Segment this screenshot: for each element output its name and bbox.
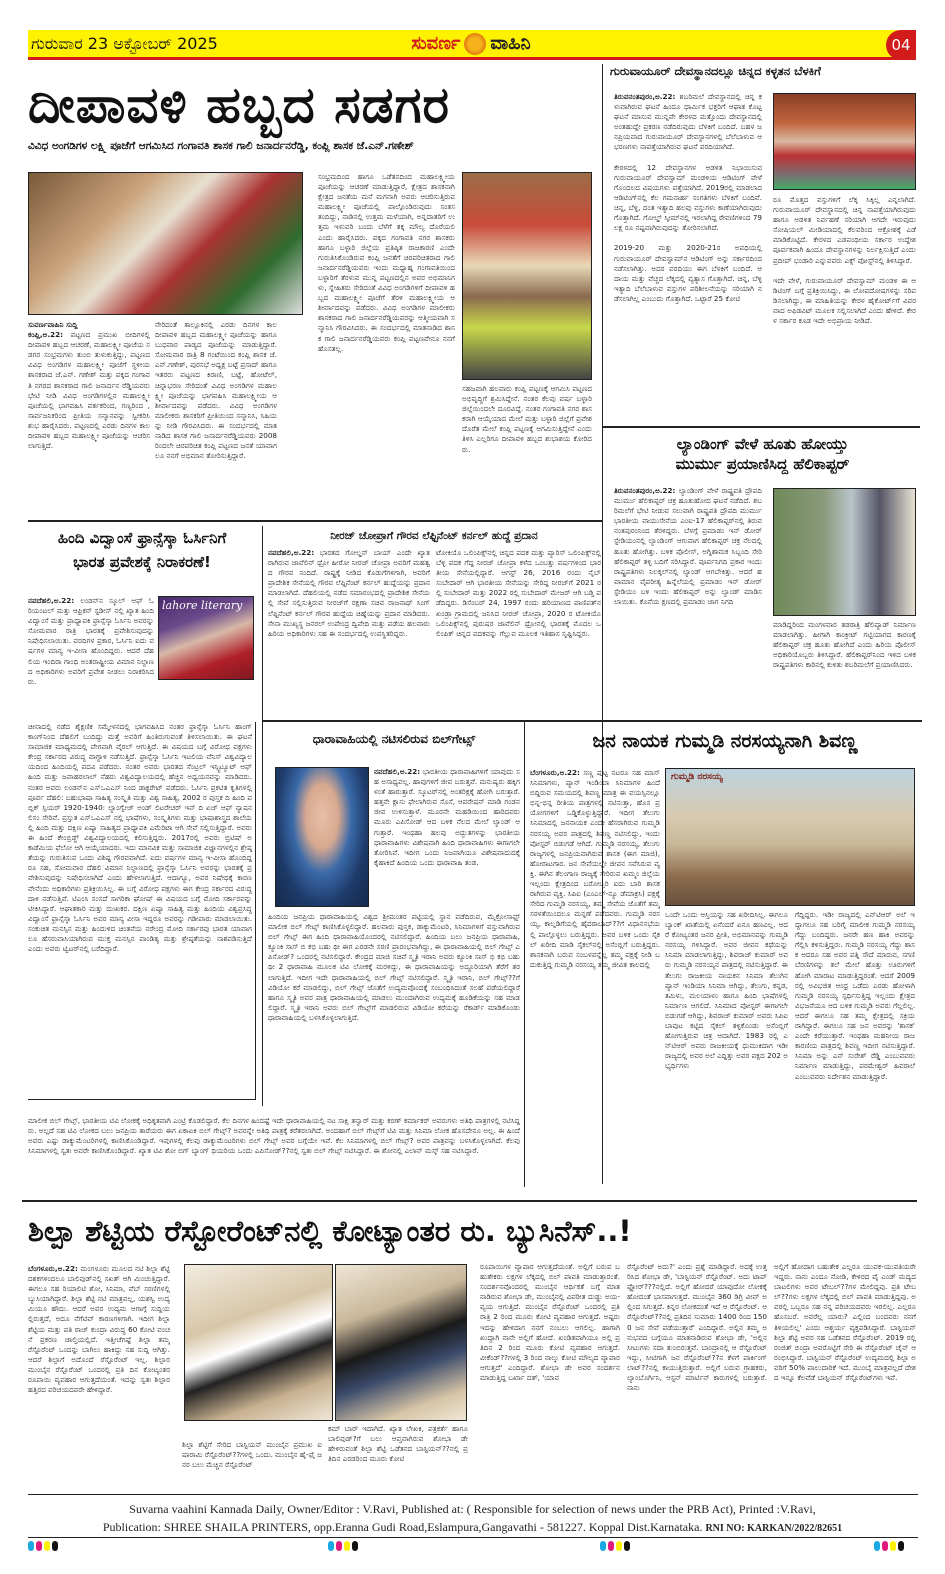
footer-bottom-rule (28, 1537, 918, 1538)
guruvayur-col1: ತಿರುವನಂತಪುರಂ,ಅ.22: ಶಬರಿಮಲೆ ದೇವಸ್ಥಾನದಲ್ಲಿ ಚಿನ್ನ ಕಳುವಾಗಿರುವ ಘಟನೆ ಹಿಂದೂ ಧಾರ್ಮಿಕ ಭಕ್ತರಿಗೆ ಆಘಾತ ಕೊಟ್ಟ ಘಟನೆ ಮಾಸುವ ಮುನ್ನವೇ ಕೇರಳದ ಮತ್ತೊಂದು ದೇವಸ್ಥಾನದಲ್ಲಿ ಅಂತಹುದ್ದೇ ಪ್ರಕರಣ ನಡೆದಿರುವುದು ಬೆಳಕಿಗೆ ಬಂದಿದೆ. ಬಹಳ ಜನಪ್ರಿಯವಾದ ಗುರುವಾಯೂರ್ ದೇವಸ್ಥಾನಗಳಲ್ಲಿ ಬೆಲೆಬಾಳುವ ಆಭರಣಗಳು ನಾಪತ್ತೆಯಾಗಿರುವ ಘಟನೆ ವರದಿಯಾಗಿದೆ. ಕೇರಳದಲ್ಲಿ 12 ದೇವಸ್ಥಾನಗಳ ಆಡಳಿತ ನಿಭಾಯಿಸುವ ಗುರುವಾಯೂರ್ ದೇವಸ್ವಾಮ್ ಮಂಡಳಿಯ ಆಡಿಟಿಂಗ್ ವೇಳೆ ಗೊಂದಲದ ವಿಷಯಗಳು ಪತ್ತೆಯಾಗಿದೆ. 2019ರಲ್ಲಿ ಮಾಡಲಾದ ಆಡಿಟಿಂಗ್‌ನಲ್ಲಿ ಕೆಲ ಗಮನಾರ್ಹ ಸಂಗತಿಗಳು ಬೆಳಕಿಗೆ ಬಂದಿವೆ. ಚಿನ್ನ, ಬೆಳ್ಳಿ, ದಂತ ಇತ್ಯಾದಿ ಹಲವು ವಸ್ತುಗಳು ಕಾಣೆಯಾಗಿರುವುದು ಗೊತ್ತಾಗಿದೆ. ಗೋಲ್ಡ್ ಸ್ಕೀಮ್‌ನಲ್ಲಿ ಇರಲಾಗಿದ್ದ ಠೇವಣಿಗಳಿಂದ 79 ಲಕ್ಷ ರೂ ನಷ್ಟವಾಗಿರುವುದನ್ನು ತೋರಿಸಲಾಗಿದೆ. 2019-20 ಮತ್ತು 2020-21ರ ಅವಧಿಯಲ್ಲಿ ಗುರುವಾಯೂರ್ ದೇವಸ್ವಾಮ್‌ನ ಆಡಿಟಿಂಗ್ ಅನ್ನು ಸರ್ಕಾರದಿಂದ ನಡೆಸಲಾಗಿತ್ತು. ಅದರ ವರದಿಯು ಈಗ ಬೆಳಕಿಗೆ ಬಂದಿದೆ. ಆದಾಯ ಮತ್ತು ವೆಚ್ಚದ ಲೆಕ್ಕದಲ್ಲಿ ವ್ಯತ್ಯಾಸ ಗೊತ್ತಾಗಿದೆ. ಚಿನ್ನ, ಬೆಳ್ಳಿ ಇತ್ಯಾದಿ ಬೆಲೆಬಾಳುವ ವಸ್ತುಗಳ ಪರಿಶೀಲನೆಯನ್ನು ಸರಿಯಾಗಿ ನಡೆಸಲಾಗಿಲ್ಲ ಎಂಬುದು ಗೊತ್ತಾಗಿದೆ. ಒಟ್ಟಾರೆ 25 ಕೋಟಿ (614, 92, 762, 303)
shilpa-dateline: ಬೆಂಗಳೂರು,ಅ.22: (28, 1264, 78, 1273)
lead-dateline: ಕಂಪ್ಲಿ,ಅ.22: (28, 330, 63, 340)
billgates-body: ಹಿಂದಿಯ ಜನಪ್ರಿಯ ಧಾರಾವಾಹಿಯಲ್ಲಿ ವಿಶ್ವದ ಶ್ರೀಮಂತರ ಪಟ್ಟಿಯಲ್ಲಿ ಸ್ಥಾನ ಪಡೆದಿರುವ, ಮೈಕ್ರೋಸಾಫ್ಟ್ ಮಾಲೀಕ ಬಿಲ್ ಗೇಟ್ಸ್ ಕಾಣಿಸಿಕೊಳ್ಳಲಿದ್ದಾರೆ. ಹಲವಾರು ಪುಸ್ತಕ, ಡಾಕ್ಯುಮೆಂಟರಿ, ಸಿನಿಮಾಗಳಿಗೆ ವಸ್ತುವಾಗಿರುವ ಬಿಲ್ ಗೇಟ್ಸ್ ಈಗ ಹಿಂದಿ ಧಾರಾವಾಹಿಯೊಂದರಲ್ಲಿ ನಟಿಸಲಿದ್ದಾರೆ. ಹಿಂದಿಯ ಬಲು ಜನಪ್ರಿಯ ಧಾರಾವಾಹಿ, ಕ್ಯೂಂಕಿ ಸಾಸ್ ಬಿ ಕಭಿ ಬಹು ಥೀ ಈಗ ಎರಡನೇ ಸರಣಿ ಪ್ರಾರಂಭವಾಗಿದ್ದು, ಈ ಧಾರಾವಾಹಿಯಲ್ಲಿ ಬಿಲ್ ಗೇಟ್ಸ್ ಎಪಿಸೋಡ್? ಒಂದರಲ್ಲಿ ನಟಿಸಲಿದ್ದಾರೆ. ಕೇಂದ್ರದ ಮಾಜಿ ಸಚಿವೆ ಸ್ಮೃತಿ ಇರಾನಿ ಅವರು ಕ್ಯೂಂಕಿ ಸಾಸ್ ಭಿ ಕಭಿ ಬಹು ಥೀ 2 ಧಾರಾವಾಹಿ ಮೂಲಕ ಟಿವಿ ಲೋಕಕ್ಕೆ ಮರಳಿದ್ದು, ಈ ಧಾರಾವಾಹಿಯನ್ನು ಅದ್ಧೂರಿಯಾಗಿ ತೆರೆಗೆ ತರಲಾಗುತ್ತಿದೆ. ಇದೀಗ ಇದೇ ಧಾರಾವಾಹಿಯಲ್ಲಿ ಬಿಲ್ ಗೇಟ್ಸ್ ನಟಿಸಲಿದ್ದಾರೆ. ಸ್ಮೃತಿ ಇರಾನಿ, ಬಿಲ್ ಗೇಟ್ಸ್??ಗೆ ವಿಡಿಯೋ ಕರೆ ಮಾಡಲಿದ್ದು, ಬಿಲ್ ಗೇಟ್ಸ್ ಜೊತೆಗೆ ಉದ್ಯಮವೊಂದಕ್ಕೆ ಸಂಬಂಧಿಸಿದಂತೆ ಸಲಹೆ ಪಡೆಯಲಿದ್ದಾರೆ ಹಾಗೂ ಸ್ಮೃತಿ ಅವರ ಪಾತ್ರ ಧಾರಾವಾಹಿಯಲ್ಲಿ ಮಾಡಲು ಮುಂದಾಗಿರುವ ಉದ್ಯಮಕ್ಕೆ ಹೂಡಿಕೆಯನ್ನು ಸಹ ಮಾಡಲಿದ್ದಾರೆ. ಸ್ಮೃತಿ ಇರಾನಿ ಅವರು ಬಿಲ್ ಗೇಟ್ಸ್‌ಗೆ ಮಾಡಲಿರುವ ವಿಡಿಯೋ ಕರೆಯನ್ನು ರೆಕಾರ್ಡ್ ಮಾಡಿಕೊಂಡು ಧಾರಾವಾಹಿಯಲ್ಲಿ ಬಳಸಿಕೊಳ್ಳಲಾಗುತ್ತಿದೆ. (268, 912, 520, 1022)
brand-name-part1: ಸುವರ್ಣ (411, 33, 461, 54)
helicopter-dateline: ತಿರುವನಂತಪುರಂ,ಅ.22: (614, 486, 676, 495)
lead-col1: ಸುವರ್ಣವಾಹಿನಿ ಸುದ್ದಿ ಕಂಪ್ಲಿ,ಅ.22: ಪಟ್ಟಣದ ಪ್ರಮುಖ ಬೀದಿಗಳಲ್ಲಿ ದೀಪಾವಳಿ ಹಬ್ಬದ ಆಚರಣೆ, ಮಹಾಲಕ್ಷ್ಮೀ ಪೂಜೆಯ ಸಡಗರ ಸಂಭ್ರಮಗಳು ತುಂಬಿ ತುಳುಕುತ್ತಿದ್ದು, ಪಟ್ಟಣದ ವಿವಿಧ ಅಂಗಡಿಗಳ ಮಹಾಲಕ್ಷ್ಮೀ ಪೂಜೆಗೆ ಸ್ಥಳೀಯ ಶಾಸಕರಾದ ಜೆ.ಎನ್. ಗಣೇಶ್ ಮತ್ತು ಪಕ್ಕದ ಗಂಗಾವತಿ ನಗರದ ಶಾಸಕರಾದ ಗಾಲಿ ಜನಾರ್ದನ ರೆಡ್ಡಿಯವರು ಭೇಟಿ ನೀಡಿ ವಿವಿಧ ಅಂಗಡಿಗಳಲ್ಲಿನ ಮಹಾಲಕ್ಷ್ಮೀ ಪೂಜೆಯಲ್ಲಿ ಭಾಗವಹಿಸಿ ವರ್ತಕರಿಂದ, ಗಣ್ಯರಿಂದ ,ಸಾರ್ವಜನಿಕರಿಂದ ಪ್ರೀತಿಯ ಸನ್ಮಾನವನ್ನು ಸ್ವೀಕರಿಸಿ ಶುಭ ಹಾರೈಸಿದರು. ಪಟ್ಟಣದಲ್ಲಿ ಎರಡು ದಿನಗಳ ಕಾಲ ದೀಪಾವಳಿ ಹಬ್ಬದ ಮಹಾಲಕ್ಷ್ಮೀ ಪೂಜೆಯನ್ನು ಆಚರಿಸಲಾಗುತ್ತಿದೆ. (28, 320, 150, 451)
neeraj-col2: ಟೋಕಿಯೊ ಒಲಿಂಪಿಕ್ಸ್‌ನಲ್ಲಿ ಚಿನ್ನದ ಪದಕ ಮತ್ತು ಪ್ಯಾರಿಸ್ ಒಲಿಂಪಿಕ್ಸ್‌ನಲ್ಲಿ ಬೆಳ್ಳಿ ಪದಕ ಗೆದ್ದ ನೀರಜ್ ಚೋಪ್ರಾ ಕಳೆದ ಒಂಬತ್ತು ವರ್ಷಗಳಿಂದ ಭಾರತೀಯ ಸೇನೆಯಲ್ಲಿದ್ದಾರೆ. ಆಗಸ್ಟ್ 26, 2016 ರಂದು ನೈಬ್ ಸುಬೇದಾರ್ ಆಗಿ ಭಾರತೀಯ ಸೇನೆಯನ್ನು ಸೇರಿದ್ದ ನೀರಜ್‌ಗೆ 2021 ರಲ್ಲಿ ಸುಬೇದಾರ್ ಮತ್ತು 2022 ರಲ್ಲಿ ಸುಬೇದಾರ್ ಮೇಜರ್ ಆಗಿ ಬಡ್ತಿ ಪಡೆದಿದ್ದರು. ಡಿಸೆಂಬರ್ 24, 1997 ರಂದು ಹರಿಯಾಣದ ಪಾಣಿಪತ್‌ನ ಖಂಡ್ರಾ ಗ್ರಾಮದಲ್ಲಿ ಜನಿಸಿದ ನೀರಜ್ ಚೋಪ್ರಾ, 2020 ರ ಟೋಕಿಯೊ ಒಲಿಂಪಿಕ್ಸ್‌ನಲ್ಲಿ ಪುರುಷರ ಜಾವೆಲಿನ್ ಥ್ರೋನಲ್ಲಿ ಭಾರತಕ್ಕೆ ಮೊದಲ ಒಲಿಂಪಿಕ್ ಚಿನ್ನದ ಪದಕವನ್ನು ಗೆಲ್ಲುವ ಮೂಲಕ ಇತಿಹಾಸ ಸೃಷ್ಟಿಸಿದ್ದರು. (436, 548, 601, 638)
imprint-line-1: Suvarna vaahini Kannada Daily, Owner/Editor : V.Ravi, Published at: ( Responsible for selection of news under the PRB Act), Printed :V.Ravi, (129, 1502, 816, 1516)
shilpa-col4: ರೆಸ್ಟೊರೆಂಟ್ ಅದು?' ಎಂದು ಪ್ರಶ್ನೆ ಮಾಡಿದ್ದಾರೆ. ಅದಕ್ಕೆ ಉತ್ತರಿಸಿದ ಶೋಭಾ ಡೇ, 'ಬಾಸ್ಟಿಯನ್ ರೆಸ್ಟೊರೆಂಟ್. ಅದು ಟಾಪ್ ಫ್ಲೋರ್???ನಲ್ಲಿದೆ. ಅಲ್ಲಿಗೆ ಹೋದರೆ ಯಾವುದೋ ಲೋಕಕ್ಕೆ ಹೋದಂತೆ ಭಾಸವಾಗುತ್ತದೆ. ಮುಂಬೈನ 360 ಡಿಗ್ರಿ ವೀವ್ ಅಲ್ಲಿಂದ ಸಿಗುತ್ತದೆ. ಕಿನ್ನರ ಲೋಕದಂತೆ ಇದೆ ಆ ರೆಸ್ಟೊರೆಂಟ್. ಆ ರೆಸ್ಟೊರೆಂಟ್??ನಲ್ಲಿ ಪ್ರತಿದಿನ ಸುಮಾರು 1400 ರಿಂದ 1500 ಜನ ಸೇವೆ ಪಡೆಯುತ್ತಾರೆ' ಎಂದಿದ್ದಾರೆ. ಅಲ್ಲಿನ ತಮ್ಮ ಅನುಭವದ ಬಗ್ಗೆಯೂ ಮಾತನಾಡಿರುವ ಶೋಭಾ ಡೇ, 'ಅಲ್ಲಿನ ಸೀಟುಗಳು ಸದಾ ತುಂಬಿರುತ್ತವೆ. ಬಾಂದ್ರಾನಲ್ಲಿ ಆ ರೆಸ್ಟೊರೆಂಟ್ ಇದ್ದು, ಸೀಟಿಗಾಗಿ ಜನ ರೆಸ್ಟೊರೆಂಟ್??ನ ಕೆಳಗೆ ಪಾರ್ಕಿಂಗ್ ಲಾಟ್??ನಲ್ಲಿ ಕಾಯುತ್ತಿರುತ್ತಾರೆ. ಅಲ್ಲಿಗೆ ಬರುವ ಗ್ರಾಹಕರು, ಲ್ಯಾಂಬೊರ್ಗಿನಿ, ಆಸ್ಟನ್ ಮಾರ್ಟಿನ್ ಕಾರುಗಳಲ್ಲಿ ಬರುತ್ತಾರೆ. ನಾನು (627, 1262, 767, 1393)
section-divider (262, 720, 922, 722)
billgates-photo (275, 767, 369, 907)
billgates-dateline: ನವದೆಹಲಿ,ಅ.22: (374, 767, 421, 776)
shilpa-restaurant-photo-1 (184, 1264, 333, 1421)
section-divider (602, 426, 920, 428)
billgates-lead: ನವದೆಹಲಿ,ಅ.22: ಭಾರತೀಯ ಧಾರಾವಾಹಿಗಳಿಗೆ ಯಾವುದು ಸಹ ಅಸಾಧ್ಯವಲ್ಲ. ಹಾವುಗಳಿಗೆ ಜೀವ ಬರುತ್ತವೆ. ಮನುಷ್ಯರು ಹಕ್ಕಿಗಳಂತೆ ಹಾರುತ್ತಾರೆ. ಸ್ಕೂಟರ್‌ನಲ್ಲಿ ಅಂತರಿಕ್ಷಕ್ಕೆ ಹೋಗಿ ಬರುತ್ತಾರೆ. ಹತ್ತನೇ ಕ್ಲಾಸು ಫೇಲಾಗಿರುವ ಸೊಸೆ, ಆಪರೇಷನ್ ಮಾಡಿ ಗಂಡನ ಜೀವ ಉಳಿಸುತ್ತಾಳೆ. ಮೂರನೇ ಮಹಡಿಯಿಂದ ಹಾರಿದವರು ಮೂರು ಎಪಿಸೋಡ್ ಆದ ಬಳಿಕ ನೆಲದ ಮೇಲೆ ಲ್ಯಾಂಡ್ ಆಗುತ್ತಾರೆ. ಇಂಥಹಾ ಹಲವು ಅದ್ಭುತಗಳನ್ನು ಭಾರತೀಯ ಧಾರಾವಾಹಿಗಳು ವಿಶೇಷವಾಗಿ ಹಿಂದಿ ಧಾರಾವಾಹಿಗಳು ಈಗಾಗಲೇ ತೋರಿಸಿವೆ. ಇದೀಗ ಒಂದು ನಿಜವಾಗಿಯೂ ವಿಶೇಷವಾದುದಕ್ಕೆ ಕೈಹಾಕಿದೆ ಹಿಂದಿಯ ಒಂದು ಧಾರಾವಾಹಿ ತಂಡ. (374, 767, 520, 867)
column-divider (524, 722, 525, 1187)
section-divider (22, 1200, 917, 1202)
lead-photo-shop (462, 172, 592, 380)
shivanna-headline: ಜನ ನಾಯಕ ಗುಮ್ಮಡಿ ನರಸಯ್ಯನಾಗಿ ಶಿವಣ್ಣ (592, 730, 858, 752)
lead-byline: ಸುವರ್ಣವಾಹಿನಿ ಸುದ್ದಿ (28, 320, 78, 329)
helicopter-headline: ಲ್ಯಾಂಡಿಂಗ್ ವೇಳೆ ಹೂತು ಹೋಯ್ತು ಮುರ್ಮು ಪ್ರಯಾಣಿಸಿದ್ದ ಹೆಲಿಕಾಪ್ಟರ್ (675, 435, 850, 473)
poster-title: ಗುಮ್ಮಡಿ ನರಸಯ್ಯ (671, 772, 723, 782)
orsini-body: ಚೀನಾದಲ್ಲಿ ನಡೆದ ಶೈಕ್ಷಣಿಕ ಸಮ್ಮೇಳನದಲ್ಲಿ ಭಾಗವಹಿಸಿದ ನಂತರ ಫ್ರಾನ್ಸೆಸ್ಕಾ ಓರ್ಸಿನಿ ಹಾಂಗ್ ಕಾಂಗ್‌ನಿಂದ ದೆಹಲಿಗೆ ಬಂದಿದ್ದು ಮತ್ತೆ ಅವರಿಗೆ ಹಿಂತಿರುಗುವಂತೆ ತಿಳಿಸಲಾಯಿತು. ಈ ಘಟನೆ ಸಾಮಾಜಿಕ ಮಾಧ್ಯಮದಲ್ಲಿ ವೇಗವಾಗಿ ವೈರಲ್ ಆಗುತ್ತಿದೆ. ಈ ವಿಷಯದ ಬಗ್ಗೆ ವಿರೋಧ ಪಕ್ಷಗಳು ಕೇಂದ್ರ ಸರ್ಕಾರದ ವಿರುದ್ಧ ವಾಗ್ದಾಳಿ ನಡೆಸುತ್ತಿದೆ. ಫ್ರಾನ್ಸೆಸ್ಕಾ ಓರ್ಸಿನಿ ಇಟಲಿಯ ವೆನಿಸ್ ವಿಶ್ವವಿದ್ಯಾಲಯದಿಂದ ಹಿಂದಿಯಲ್ಲಿ ಪದವಿ ಪಡೆದರು. ನಂತರ ಅವರು ಭಾರತದ ಸೆಂಟ್ರಲ್ ಇನ್ಸ್ಟಿಟ್ಯೂಟ್ ಆಫ್ ಹಿಂದಿ ಮತ್ತು ಜವಾಹರಲಾಲ್ ನೆಹರು ವಿಶ್ವವಿದ್ಯಾಲಯದಲ್ಲಿ ಹೆಚ್ಚಿನ ಅಧ್ಯಯನವನ್ನು ಮಾಡಿದರು. ನಂತರ ಅವರು ಲಂಡನ್‌ನ ಎಸ್‌ಒಎಎಸ್ ನಿಂದ ಡಾಕ್ಟರೇಟ್ ಪಡೆದರು. ಓರ್ಸಿನಿ ಪ್ರಕಟಿತ ಕೃತಿಗಳಲ್ಲಿ ಪೂರ್ವ ದೆಹಲಿ: ಬಹುಭಾಷಾ ಸಾಹಿತ್ಯ ಸಂಸ್ಕೃತಿ ಮತ್ತು ವಿಶ್ವ ಸಾಹಿತ್ಯ, 2002 ರ ಪುಸ್ತಕ ದಿ ಹಿಂದಿ ಪಬ್ಲಿಕ್ ಸ್ಪಿಯರ್ 1920-1940: ಲ್ಯಾಂಗ್ವೇಜ್ ಅಂಡ್ ಲಿಟರೇಚರ್ ಇನ್ ದಿ ಏಜ್ ಆಫ್ ನ್ಯಾಷನಲಿಸಂ ಸೇರಿವೆ. ಪ್ರಸ್ತುತ ಎಸ್‌ಒಎಎಸ್ ನಲ್ಲಿ ಭಾಷೆಗಳು, ಸಂಸ್ಕೃತಿಗಳು ಮತ್ತು ಭಾಷಾಶಾಸ್ತ್ರದ ಶಾಲೆಯಲ್ಲಿ ಹಿಂದಿ ಮತ್ತು ದಕ್ಷಿಣ ಏಷ್ಯಾ ಸಾಹಿತ್ಯದ ಪ್ರಾಧ್ಯಾಪಕಿ ಎಮೆರಿಟಾ ಆಗಿ ಸೇವೆ ಸಲ್ಲಿಸುತ್ತಿದ್ದಾರೆ. ಅವರು ಈ ಹಿಂದೆ ಕೇಂಬ್ರಿಡ್ಜ್ ವಿಶ್ವವಿದ್ಯಾಲಯದಲ್ಲಿ ಕಲಿಸುತ್ತಿದ್ದರು. 2017ರಲ್ಲಿ ಅವರು ಬ್ರಿಟಿಷ್ ಅಕಾಡೆಮಿಯ ಫೆಲೋ ಆಗಿ ಆಯ್ಕೆಯಾದರು. ಇದು ಮಾನವಿಕ ಮತ್ತು ಸಾಮಾಜಿಕ ವಿಜ್ಞಾನಗಳಲ್ಲಿನ ಶ್ರೇಷ್ಠತೆಯನ್ನು ಗುರುತಿಸುವ ಒಂದು ವಿಶಿಷ್ಟ ಗೌರವವಾಗಿದೆ. ಐದು ವರ್ಷಗಳ ಮಾನ್ಯ ಇ-ವೀಸಾ ಹೊಂದಿದ್ದರೂ ಸಹ, ಸೋಮವಾರ ದೆಹಲಿ ವಿಮಾನ ನಿಲ್ದಾಣದಲ್ಲಿ ಫ್ರಾನ್ಸೆಸ್ಕಾ ಓರ್ಸಿನಿ ಅವರನ್ನು ಭಾರತಕ್ಕೆ ಪ್ರವೇಶಿಸುವುದನ್ನು ನಿಷೇಧಿಸಲಾಗಿದೆ ಎಂದು ಹೇಳಲಾಗುತ್ತಿದೆ. ಆದಾಗ್ಯೂ, ಅವರ ನಿಷೇಧಕ್ಕೆ ಕಾರಣವೇನೆಂದು ಅಧಿಕಾರಿಗಳು ಪ್ರತಿಕ್ರಿಯಿಸಿಲ್ಲ. ಈ ಬಗ್ಗೆ ವಿರೋಧ ಪಕ್ಷಗಳು ಈಗ ಕೇಂದ್ರ ಸರ್ಕಾರದ ವಿರುದ್ಧ ದಾಳಿ ನಡೆಸುತ್ತಿವೆ. ಟಿಎಂಸಿ ಸಂಸದೆ ಸಾಗರಿಕಾ ಘೋಷ್ ಈ ವಿಷಯದ ಬಗ್ಗೆ ಮೋದಿ ಸರ್ಕಾರವನ್ನು ಟೀಕಿಸಿದ್ದಾರೆ. ಆಘಾತಕಾರಿ ಮತ್ತು ದುಃಖಕರ. ದಕ್ಷಿಣ ಏಷ್ಯಾ ಸಾಹಿತ್ಯ ಮತ್ತು ಹಿಂದಿಯ ವಿಶ್ವಪ್ರಸಿದ್ಧ ವಿದ್ವಾಂಸೆ ಫ್ರಾನ್ಸೆಸ್ಕಾ ಓರ್ಸಿನಿ ಅವರ ಮಾನ್ಯ ವೀಸಾ ಇದ್ದರೂ ಅವರನ್ನು ಗಡೀಪಾರು ಮಾಡಲಾಯಿತು. ಸಂಕುಚಿತ ಮನಸ್ಸಿನ ಮತ್ತು ಹಿಂದುಳಿದ ಚಿಂತನೆಯ ನರೇಂದ್ರ ಮೋದಿ ಸರ್ಕಾರವು ಭಾರತ ಯಾವಾಗಲೂ ಹೆಸರುವಾಸಿಯಾಗಿರುವ ಮುಕ್ತ ಮನಸ್ಸಿನ ಪಾಂಡಿತ್ಯ ಮತ್ತು ಶ್ರೇಷ್ಠತೆಯನ್ನು ನಾಶಪಡಿಸುತ್ತಿದೆ ಎಂದು ಅವರು ಟ್ವಿಟರ್‌ನಲ್ಲಿ ಬರೆದಿದ್ದಾರೆ. (28, 722, 256, 1100)
shilpa-caption-right: ಕಮ್ ಬಾರ್ ಇದಾಗಿದೆ. ಖ್ಯಾತ ಲೇಖಕಿ, ಪತ್ರಕರ್ತೆ ಹಾಗೂ ಬಾಲಿವುಡ್?ಗೆ ಬಲು ಆಪ್ತವಾಗಿರುವ ಶೋಭಾ ಡೇ ಹೇಳಿರುವಂತೆ ಶಿಲ್ಪಾ ಶೆಟ್ಟಿ ಒಡೆತನದ ಬಾಸ್ಟಿಯನ್??ನಲ್ಲಿ ಪ್ರತಿದಿನ ಎರಡರಿಂದ ಮೂರು ಕೋಟಿ (328, 1424, 468, 1464)
gummadi-narsaiah-poster (665, 768, 915, 906)
helicopter-col1: ತಿರುವನಂತಪುರಂ,ಅ.22: ಲ್ಯಾಂಡಿಂಗ್ ವೇಳೆ ರಾಷ್ಟ್ರಪತಿ ದ್ರೌಪದಿ ಮುರ್ಮು ಹೆಲಿಕಾಪ್ಟರ್ ಚಕ್ರ ಹೂತುಹೋದ ಘಟನೆ ನಡೆದಿದೆ. ಶಬರಿಮಲೆಗೆ ಭೇಟಿ ನೀಡುವ ಸಲುವಾಗಿ ರಾಷ್ಟ್ರಪತಿ ದ್ರೌಪದಿ ಮುರ್ಮು ಭಾರತೀಯ ವಾಯುಸೇನೆಯ ಎಂಐ-17 ಹೆಲಿಕಾಪ್ಟರ್‌ನಲ್ಲಿ ತಿರುವನಂತಪುರಂನಿಂದ ತೆರಳಿದ್ದರು. ಬೆಳಗ್ಗೆ ಪ್ರಮಾಡಂ ಇನ್ ಡೋರ್ ಸ್ಟೇಡಿಯಂನಲ್ಲಿ ಲ್ಯಾಂಡಿಂಗ್ ಆಗುವಾಗ ಹೆಲಿಕಾಪ್ಟರ್ ಚಕ್ರ ನೆಲದಲ್ಲಿ ಹೂತು ಹೋಗಿತ್ತು. ಬಳಿಕ ಪೊಲೀಸ್, ಅಗ್ನಿಶಾಮಕ ಸಿಬ್ಬಂದಿ ಸೇರಿ ಹೆಲಿಕಾಪ್ಟರ್ ತಳ್ಳಿ ಬದಿಗೆ ಸರಿಸಿದ್ದಾರೆ. ಪೂರ್ವನಿಗದಿ ಪ್ರಕಾರ ಇಂದು ರಾಷ್ಟ್ರಪತಿಗಳು ನಿಲಕ್ಕಲ್‌ನಲ್ಲಿ ಲ್ಯಾಂಡ್ ಆಗಬೇಕಿತ್ತು. ಆದರೆ ಹವಾಮಾನ ವೈಪರೀತ್ಯ ಹಿನ್ನೆಲೆಯಲ್ಲಿ ಪ್ರಮಾಡಂ ಇನ್ ಡೋರ್ ಸ್ಟೇಡಿಯಂ ಬಳಿ ಇಂದು ಹೆಲಿಕಾಪ್ಟರ್ ಅನ್ನು ಲ್ಯಾಂಡ್ ಮಾಡಿಸಲಾಯಿತು. ಕೊನೆಯ ಕ್ಷಣದಲ್ಲಿ ಪ್ರಮಾಡಂ ಜಾಗ ನಿಗದಿ (614, 486, 762, 607)
billgates-bottom: ಮಾಲೀಕ ಬಿಲ್ ಗೇಟ್ಸ್, ಭಾರತೀಯ ಟಿವಿ ಲೋಕಕ್ಕೆ ಅಧಿಕೃತವಾಗಿ ಎಂಟ್ರಿ ಕೊಡಲಿದ್ದಾರೆ. ಕೆಲ ದಿನಗಳ ಹಿಂದಷ್ಟೆ ಇದೇ ಧಾರಾವಾಹಿಯಲ್ಲಿ ನಟ ಸಾಕ್ಷಿ ತನ್ವಾರ್ ಮತ್ತು ಕರಣ್ ಕರ್ಮಾಕರ್ ಅವರುಗಳು ಅತಿಥಿ ಪಾತ್ರಗಳಲ್ಲಿ ನಟಿಸಿದ್ದರು. ಅಲ್ಲದೆ ಸಹ ಟಿವಿ ಲೋಕದ ಬಲು ಜನಪ್ರಿಯ ತಾರೆಯರು ಈಗ ಏಕಾಏಕಿ ಬಿಲ್ ಗೇಟ್ಸ್? ಅವರನ್ನೇ ಅತಿಥಿ ಪಾತ್ರಕ್ಕೆ ಕರೆತರಲಾಗಿದೆ. ಅಂದಹಾಗೆ ಬಿಲ್ ಗೇಟ್ಸ್‌ಗೆ ಟಿವಿ ಮತ್ತು ಸಿನಿಮಾ ಲೋಕ ಹೊಸದೇನೂ ಅಲ್ಲ. ಈ ಹಿಂದೆ ಅವರು ಎಷ್ಟು ಡಾಕ್ಯುಮೆಂಟರಿಗಳಲ್ಲಿ ಕಾಣಿಸಿಕೊಂಡಿದ್ದಾರೆ. ಇವುಗಳಲ್ಲಿ ಕೆಲವು ಡಾಕ್ಯುಮೆಂಟರಿಗಳು ಬಿಲ್ ಗೇಟ್ಸ್ ಅವರ ಬಗ್ಗೆಯೇ ಇವೆ. ಕೆಲ ಸಿನಿಮಾಗಳಲ್ಲಿ ಬಿಲ್ ಗೇಟ್ಸ್? ಅವರ ಪಾತ್ರವನ್ನು ಬಳಸಿಕೊಳ್ಳಲಾಗಿದೆ. ಕೆಲವು ಸಿನಿಮಾಗಳಲ್ಲಿ ಸ್ವತಃ ಅವರೇ ಕಾಣಿಸಿಕೊಂಡಿದ್ದಾರೆ. ಖ್ಯಾತ ಟಿವಿ ಶೋ ಬಿಗ್ ಬ್ಯಾಂಗ್ ಥಿಯರಿಯ ಒಂದು ಎಪಿಸೋಡ್??ನಲ್ಲಿ ಸ್ವತಃ ಬಿಲ್ ಗೇಟ್ಸ್ ನಟಿಸಿದ್ದಾರೆ. ಈ ಶೋನಲ್ಲಿ ಎಲಾನ್ ಮಸ್ಕ್ ಸಹ ನಟಿಸಿದ್ದಾರೆ. (28, 1116, 520, 1156)
neeraj-col1: ನವದೆಹಲಿ,ಅ.22: ಭಾರತದ ಗೋಲ್ಡನ್ ಬಾಯ್ ಎಂದೇ ಖ್ಯಾತರಾಗಿರುವ ಜಾವೆಲಿನ್ ಥ್ರೋ ಹೀರೋ ನೀರಜ್ ಚೋಪ್ರಾ ಅವರಿಗೆ ಮಹತ್ವದ ಗೌರವ ಸಂದಿದೆ. ರಾಷ್ಟ್ರಕ್ಕೆ ನೀಡಿದ ಕೊಡುಗೆಗಳಿಗಾಗಿ, ಅವರಿಗೆ ಪ್ರಾದೇಶಿಕ ಸೇನೆಯಲ್ಲಿ ಗೌರವ ಲೆಫ್ಟಿನೆಂಟ್ ಕರ್ನಲ್ ಹುದ್ದೆಯನ್ನು ಪ್ರದಾನ ಮಾಡಲಾಗಿದೆ. ದೆಹಲಿಯಲ್ಲಿ ನಡೆದ ಸಮಾರಂಭದಲ್ಲಿ ಪ್ರಾದೇಶಿಕ ಸೇನೆಯಲ್ಲಿ ಸೇವೆ ಸಲ್ಲಿಸುತ್ತಿರುವ ನೀರಜ್‌ಗೆ ರಕ್ಷಣಾ ಸಚಿವ ರಾಜನಾಥ್ ಸಿಂಗ್ ಲೆಫ್ಟಿನೆಂಟ್ ಕರ್ನಲ್ ಗೌರವ ಹುದ್ದೆಯ ಚಿಹ್ನೆಯನ್ನು ಪ್ರದಾನ ಮಾಡಿದರು. ಸೇನಾ ಮುಖ್ಯಸ್ಥ ಜನರಲ್ ಉಪೇಂದ್ರ ದ್ವಿವೇದಿ ಮತ್ತು ಪಡೆಯ ಹಲವಾರು ಹಿರಿಯ ಅಧಿಕಾರಿಗಳು ಸಹ ಈ ಸಂದರ್ಭದಲ್ಲಿ ಉಪಸ್ಥಿತರಿದ್ದರು. (268, 548, 430, 638)
lead-col3: ಸಂಭ್ರಮದಿಂದ ಹಾಗೂ ಒಡೆತನದಿಂದ ಮಹಾಲಕ್ಷ್ಮೀಯ ಪೂಜೆಯನ್ನು ಆಚರಣೆ ಮಾಡುತ್ತಿದ್ದಾರೆ, ಕ್ಷೇತ್ರದ ಶಾಸಕನಾಗಿ ಕ್ಷೇತ್ರದ ಜನತೆಯ ಮನೆ ಮಗನಾಗಿ ಅವರು ಆಚರಿಸುತ್ತಿರುವ ಮಹಾಲಕ್ಷ್ಮೀ ಪೂಜೆಯಲ್ಲಿ ಪಾಲ್ಗೊಂಡಿರುವುದು ಸಂತಸ ತಂದಿದ್ದು, ನಾಡಿನಲ್ಲಿ ಉತ್ತಮ ಮಳೆಯಾಗಿ, ಅನ್ನದಾತರಿಗೆ ಉತ್ತಮ ಇಳುವರಿ ಬಂದು ಬೆಳೆಗೆ ತಕ್ಕ ಮೌಲ್ಯ ದೊರೆಯಲಿ ಎಂದು ಹಾರೈಸಿದರು. ಪಕ್ಕದ ಗಂಗಾವತಿ ನಗರ ಶಾಸಕರು ಹಾಗೂ ಬಳ್ಳಾರಿ ಜಿಲ್ಲೆಯ ಪ್ರತಿಷ್ಠಿತ ರಾಜಕಾರಣಿ ಎಂದೇ ಗುರುತಿಸಿಕೊಂಡಿರುವ ಕಂಪ್ಲಿ ಜನತೆಗೆ ಚಿರಪರಿಚಿತರಾದ ಗಾಲಿ ಜನಾರ್ದನರೆಡ್ಡಿಯವರು ಇಂದು ಮಧ್ಯಾಹ್ನ ಗಂಗಾವತಿಯಿಂದ ಬಳ್ಳಾರಿಗೆ ತೆರಳುವ ಮುನ್ನ ಪಟ್ಟಣದಲ್ಲಿನ ಅವರ ಅಭಿಮಾನಿಗಳು, ಸ್ನೇಹಿತರು ಸೇರಿದಂತೆ ವಿವಿಧ ಅಂಗಡಿಗಳಿಗೆ ದೀಪಾವಳಿ ಹಬ್ಬದ ಮಹಾಲಕ್ಷ್ಮೀ ಪೂಜೆಗೆ ತೆರಳಿ ಮಹಾಲಕ್ಷ್ಮೀಯ ಆಶೀರ್ವಾದವನ್ನು ಪಡೆದರು. ವಿವಿಧ ಅಂಗಡಿಗಳ ಮಾಲೀಕರು ಶಾಸಕರಾದ ಗಾಲಿ ಜನಾರ್ದನರೆಡ್ಡಿಯವರನ್ನು ಆತ್ಮೀಯವಾಗಿ ಸನ್ಮಾನಿಸಿ ಗೌರವಿಸಿದರು. ಈ ಸಂದರ್ಭದಲ್ಲಿ ಮಾತನಾಡಿದ ಶಾಸಕ ಗಾಲಿ ಜನಾರ್ದನರೆಡ್ಡಿಯವರು ಕಂಪ್ಲಿ ಪಟ್ಟಣವೇನೂ ನನಗೆ ಹೊಸತಲ್ಲ. (318, 172, 455, 353)
neeraj-headline: ನೀರಜ್ ಚೋಪ್ರಾಗೆ ಗೌರವ ಲೆಫ್ಟಿನೆಂಟ್ ಕರ್ನಲ್ ಹುದ್ದೆ ಪ್ರದಾನ (330, 530, 538, 542)
helicopter-photo (773, 488, 916, 616)
guruvayur-dateline: ತಿರುವನಂತಪುರಂ,ಅ.22: (614, 92, 676, 101)
lead-photo-puja (28, 172, 303, 315)
shilpa-col1: ಬೆಂಗಳೂರು,ಅ.22: ಮಂಗಳೂರು ಮೂಲದ ನಟಿ ಶಿಲ್ಪಾ ಶೆಟ್ಟಿ ದಶಕಗಳಿಂದಲೂ ಬಾಲಿವುಡ್‌ನಲ್ಲಿ ಸಖತ್ ಆಗಿ ಮಿಂಚುತ್ತಿದ್ದಾರೆ. ಈಗಲೂ ಸಹ ರಿಯಾಲಿಟಿ ಶೋ, ಸಿನಿಮಾ, ವೆಬ್ ಸರಣಿಗಳಲ್ಲಿ ಬ್ಯುಸಿಯಾಗಿದ್ದಾರೆ. ಶಿಲ್ಪಾ ಶೆಟ್ಟಿ ನಟಿ ಮಾತ್ರವಲ್ಲ, ಯಶಸ್ವಿ ಉದ್ಯಮಿಯೂ ಹೌದು. ಆದರೆ ಅವರ ಉದ್ಯಮ ಆಗಾಗ್ಗೆ ಸುದ್ದಿಯಲ್ಲಿರುತ್ತದೆ, ಅದೂ ನೆಗೆಟಿವ್ ಕಾರಣಗಳಿಗಾಗಿ. ಇದೀಗ ಶಿಲ್ಪಾ ಶೆಟ್ಟಿಯ ಮತ್ತು ಪತಿ ರಾಜ್ ಕುಂದ್ರಾ ವಿರುದ್ಧ 60 ಕೋಟಿ ವಂಚನೆ ಪ್ರಕರಣ ಚಾಲ್ತಿಯಲ್ಲಿದೆ. ಇತ್ತೀಚೆಗಷ್ಟೆ ಶಿಲ್ಪಾ ತಮ್ಮ ರೆಸ್ಟೊರೆಂಟ್ ಒಂದನ್ನು ಬಾಗಿಲು ಹಾಕಿದ್ದು ಸಹ ಸುದ್ದಿ ಆಗಿತ್ತು. ಆದರೆ ಶಿಲ್ಪಾಗೆ ಅದೊಂದೆ ರೆಸ್ಟೊರೆಂಟ್ ಇಲ್ಲ. ಶಿಲ್ಪಾರ ಮುಂಬೈನ ರೆಸ್ಟೊರೆಂಟ್ ಒಂದರಲ್ಲಿ ಪ್ರತಿ ದಿನ ಕೋಟ್ಯಂತರ ರೂಪಾಯಿ ವ್ಯವಹಾರ ಆಗುತ್ತದೆಯಂತೆ. ಇದನ್ನು ಸ್ವತಃ ಶಿಲ್ಪಾರ ಹತ್ತಿರದ ಪರಿಚಯದವರೇ ಹೇಳಿದ್ದಾರೆ. (28, 1264, 170, 1395)
rni-number: RNI NO: KARKAN/2022/82651 (705, 1523, 843, 1534)
shilpa-col5: ಅಲ್ಲಿಗೆ ಹೋದಾಗ ಬಹುತೇಕ ಎಲ್ಲರೂ ಯುವಕ-ಯುವತಿಯರೇ ಇದ್ದರು. ನಾನು ಎಂದೂ ನೋಡಿ, ಕೇಳಿರದ ಪೈ ಎಂಡ್ ಮದ್ಯದ ಬಾಟಲಿಗಳು ಅವರ ಟೇಬಲ್??ಗಳ ಮೇಲಿದ್ದವು. ಪ್ರತಿ ಟೇಬಲ್??ಗಳು ಲಕ್ಷಗಳ ಲೆಕ್ಕದಲ್ಲಿ ಬಿಲ್ ಪಾವತಿ ಮಾಡುತ್ತಿದ್ದವು. ಅವರಲ್ಲಿ ಒಬ್ಬರೂ ಸಹ ನನ್ನ ಪರಿಚಯದವರು ಇರಲಿಲ್ಲ. ಎಲ್ಲರೂ ಹೊಸಬರೆ. ಅವರೆಲ್ಲ ಯಾರು? ಎಲ್ಲಿಂದ ಬಂದವರು ನನಗೆ ತಿಳಿಯಲಿಲ್ಲ' ಎಂದು ಆಶ್ಚರ್ಯ ವ್ಯಕ್ತಪಡಿಸಿದ್ದಾರೆ. ಬಾಸ್ಟಿಯನ್ ಶಿಲ್ಪಾ ಶೆಟ್ಟಿ ಅವರ ಸಹ ಒಡೆತನದ ರೆಸ್ಟೊರೆಂಟ್. 2019 ರಲ್ಲಿ ರಂಜಿತ್ ಬಿಂದ್ರಾ ಅವರೊಟ್ಟಿಗೆ ಸೇರಿ ಈ ರೆಸ್ಟೊರೆಂಟ್ ಚೈನ್ ಆರಂಭಿಸಿದ್ದಾರೆ. ಬಾಸ್ಟಿಯನ್ ರೆಸ್ಟೊರೆಂಟ್ ಉದ್ಯಮದಲ್ಲಿ ಶಿಲ್ಪಾ ಅವರಿಗೆ 50% ಪಾಲುದಾರಿಕೆ ಇದೆ. ಮುಂಬೈ ಮಾತ್ರವಲ್ಲದೆ ದೇಶದ ಇನ್ನೂ ಕೆಲವೆಡೆ ಬಾಸ್ಟಿಯನ್ ರೆಸ್ಟೊರೆಂಟ್‌ಗಳು ಇವೆ. (774, 1262, 916, 1383)
shivanna-col1: ಬೆಂಗಳೂರು,ಅ.22: ಸಣ್ಣ ಪುಟ್ಟ ನಟರೂ ಸಹ ಮಾಸ್ ಸಿನಿಮಾಗಳು, ಪ್ಯಾನ್ ಇಂಡಿಯಾ ಸಿನಿಮಾಗಳ ಹಿಂದೆ ಬಿದ್ದಿರುವ ಸಮಯದಲ್ಲಿ ಶಿವಣ್ಣ ಮಾತ್ರ ಈ ವಯಸ್ಸಿನಲ್ಲೂ ಭಿನ್ನ-ಭಿನ್ನ ರೀತಿಯ ಪಾತ್ರಗಳಲ್ಲಿ ನಟಿಸುತ್ತಾ, ಹೊಸ ಪ್ರಯೋಗಗಳಿಗೆ ಒಡ್ಡಿಕೊಳ್ಳುತ್ತಿದ್ದಾರೆ. ಇದೀಗ ತೆಲುಗು ಸಿನಿಮಾದಲ್ಲಿ ಜನನಾಯಕ ಎಂದೇ ಹೆಸರಾಗಿರುವ ಗುಮ್ಮಡಿ ನರಸಯ್ಯ ಅವರ ಪಾತ್ರದಲ್ಲಿ ಶಿವಣ್ಣ ನಟಿಸಲಿದ್ದು, ಇಂದು ಪೋಸ್ಟರ್ ಬಿಡುಗಡೆ ಆಗಿದೆ. ಗುಮ್ಮಡಿ ನರಸಯ್ಯ, ತೆಲುಗು ರಾಜ್ಯಗಳಲ್ಲಿ ಜನಪ್ರಿಯವಾಗಿರುವ ಶಾಸಕ (ಈಗ ಮಾಜಿ), ಹೋರಾಟಗಾರ. ಜನ ಸೇವೆಯಲ್ಲೇ ಜೀವನ ಸವೆಸಿರುವ ವ್ಯಕ್ತಿ. ಈಗಿನ ತೆಲಂಗಾಣ ರಾಜ್ಯಕ್ಕೆ ಸೇರಿರುವ ಖಮ್ಮಂ ಜಿಲ್ಲೆಯ ಇಲ್ಲಂದು ಕ್ಷೇತ್ರದಿಂದ ಬರೋಬ್ಬರಿ ಐದು ಬಾರಿ ಶಾಸಕರಾಗಿರುವ ವ್ಯಕ್ತಿ. ಸಿಪಿಐ (ಎಂಎಲ್-ನ್ಯೂ ಡೆಮಾಕ್ರಸಿ) ಪಕ್ಷಕ್ಕೆ ಸೇರಿದ ಗುಮ್ಮಡಿ ನರಸಯ್ಯ, ತಮ್ಮ ಸೇವೆಯ ಜೊತೆಗೆ ತಮ್ಮ ಸರಳತೆಯಿಂದಲೂ ಮನ್ನಣೆ ಪಡೆದವರು. ಗುಮ್ಮಡಿ ನರಸಯ್ಯ, ಕಾಲ್ನಡಿಗೆಯಲ್ಲಿ ಹೈದರಾಬಾದ್??ಗೆ ವಿಧಾನಸಭೆಯಲ್ಲಿ ಪಾಲ್ಗೊಳ್ಳಲು ಬರುತ್ತಿದ್ದರು. ಅವರ ಬಳಿಕ ಒಂದು ಸೈಕಲ್ ಖರೀದಿ ಮಾಡಿ ಸೈಕಲ್‌ನಲ್ಲಿ ಅಸೆಂಬ್ಲಿಗೆ ಬರುತ್ತಿದ್ದರು. ಶಾಸಕನಾಗಿ ಬರುವ ಸಂಬಳವನ್ನೆಲ್ಲ ತಮ್ಮ ಪಕ್ಷಕ್ಕೆ ನೀಡಿ ಬದುಕುತ್ತಿದ್ದ ಗುಮ್ಮಡಿ ನರಸಯ್ಯ ತಮ್ಮ ಜೀವಿತ ಕಾಲದಲ್ಲಿ (530, 768, 660, 969)
orsini-headline: ಹಿಂದಿ ವಿದ್ವಾಂಸೆ ಫ್ರಾನ್ಸೆಸ್ಕಾ ಓರ್ಸಿನಿಗೆ ಭಾರತ ಪ್ರವೇಶಕ್ಕೆ ನಿರಾಕರಣೆ! (57, 529, 227, 571)
shilpa-caption-left: ಶಿಲ್ಪಾ ಶೆಟ್ಟಿಗೆ ಸೇರಿದ ಬಾಸ್ಟಿಯನ್ ಮುಂಬೈನ ಪ್ರಮುಖ ಐಷಾರಾಮಿ ರೆಸ್ಟೊರೆಂಟ್??ಗಳಲ್ಲಿ ಒಂದು. ಮುಂಬೈನ ಹೈ-ಫೈ ಜನರ ಬಲು ಮೆಚ್ಚಿನ ರೆಸ್ಟೊರೆಂಟ್ (182, 1440, 322, 1470)
registration-marks (874, 1541, 904, 1551)
registration-marks (600, 1541, 630, 1551)
lead-col2: ನೇರಿದಂತೆ ತಾಲ್ಲೂಕಿನಲ್ಲಿ ಎರಡು ದಿನಗಳ ಕಾಲ ದೀಪಾವಳಿ ಹಬ್ಬದ ಮಹಾಲಕ್ಷ್ಮೀ ಪೂಜೆಯನ್ನು ಹಾಗೂ ಬುಧವಾರ ಪಾಡ್ಯದ ಪೂಜೆಯನ್ನು ಮಾಡುತ್ತಿದ್ದಾರೆ. ಸೋಮವಾರ ರಾತ್ರಿ 8 ಗಂಟೆಯಿಂದ ಕಂಪ್ಲಿ ಶಾಸಕ ಜೆ.ಎನ್.ಗಣೇಶ್, ಪುರಸಭೆ ಅಧ್ಯಕ್ಷ ಬಟ್ಟೆ ಪ್ರಸಾದ್ ಹಾಗೂ ಇತರರು ಪಟ್ಟಣದ ಕಿರಾಣಿ, ಬಟ್ಟೆ, ಹೋಟೆಲ್, ಚಿನ್ನಾಭರಣ ಸೇರಿದಂತೆ ವಿವಿಧ ಅಂಗಡಿಗಳ ಮಹಾಲಕ್ಷ್ಮೀ ಪೂಜೆಯನ್ನು ಭಾಗವಹಿಸಿ ಮಹಾಲಕ್ಷ್ಮೀಯ ಆಶೀರ್ವಾದವನ್ನು ಪಡೆದರು. ವಿವಿಧ ಅಂಗಡಿಗಳ ಮಾಲೀಕರು ಶಾಸಕರಿಗೆ ಪ್ರೀತಿಯಿಂದ ಸನ್ಮಾನಿಸಿ, ಸಿಹಿಯನ್ನು ನೀಡಿ ಗೌರವಿಸಿದರು. ಈ ಸಂದರ್ಭದಲ್ಲಿ ಮಾತನಾಡಿದ ಶಾಸಕ ಗಾಲಿ ಜನಾರ್ದನರೆಡ್ಡಿಯವರು 2008ರಿಂದಲೇ ಚಿರಪರಿಚಿತ ಕಂಪ್ಲಿ ಪಟ್ಟಣದ ಜನತೆ ಯಾವಾಗಲೂ ನನಗೆ ಅಭಿಮಾನ ತೋರಿಸುತ್ತಿದ್ದಾರೆ. (155, 320, 277, 461)
shilpa-restaurant-photo-2 (335, 1264, 467, 1421)
billgates-headline: ಧಾರಾವಾಹಿಯಲ್ಲಿ ನಟಿಸಲಿರುವ ಬಿಲ್‌ಗೇಟ್ಸ್ (312, 732, 476, 746)
orsini-photo (158, 596, 254, 680)
guruvayur-col2: ರೂ ಮೊತ್ತದ ವಸ್ತುಗಳಿಗೆ ಲೆಕ್ಕ ಸಿಕ್ಕಿಲ್ಲ ಎನ್ನಲಾಗಿದೆ. ಗುರುವಾಯೂರ್ ದೇವಸ್ಥಾನದಲ್ಲಿ ಚಿನ್ನ ನಾಪತ್ತೆಯಾಗಿರುವುದು ಹಾಗೂ ಆಡಳಿತ ನಿರ್ವಹಣೆ ಸರಿಯಾಗಿ ಆಗದೇ ಇರುವುದು ಸೋಷಿಯಲ್ ಮೀಡಿಯಾದಲ್ಲಿ ಕೆಲವರಿಂದ ಆಕ್ರೋಶಕ್ಕೆ ಎಡೆ ಮಾಡಿಕೊಟ್ಟಿದೆ. ಕೇರಳದ ಎಡಪಂಥೀಯ ಸರ್ಕಾರ ಉದ್ದೇಶಪೂರ್ವಕವಾಗಿ ಹಿಂದೂ ದೇವಸ್ಥಾನಗಳನ್ನು ನಿರ್ಲಕ್ಷಿಸುತ್ತಿದೆ ಎಂದು ಪ್ರದೀಪ್ ಭಂಡಾರಿ ಎನ್ನುವವರು ಎಕ್ಸ್ ಪೋಸ್ಟ್‌ನಲ್ಲಿ ತಿಳಿಸಿದ್ದಾರೆ. ಇದೇ ವೇಳೆ, ಗುರುವಾಯೂರ್ ದೇವಸ್ವಾಮ್ ಮಂಡಳಿ ಈ ಆಡಿಟಿಂಗ್ ಬಗ್ಗೆ ಪ್ರತಿಕ್ರಿಯಿಸಿದ್ದು, ಈ ಲೋಪದೋಷಗಳನ್ನು ಸರಿಪಡಿಸಲಾಗಿದ್ದು, ಈ ಮಾಹಿತಿಯನ್ನು ಕೇರಳ ಹೈಕೋರ್ಟ್‌ಗೆ ವಿವರವಾದ ಅಫಿಡವಿಟ್ ಮೂಲಕ ಸಲ್ಲಿಸಲಾಗಿದೆ ಎಂದು ಹೇಳಿದೆ. ಕೇರಳ ಸರ್ಕಾರ ಕೂಡ ಇದೇ ಅಭಿಪ್ರಾಯ ನೀಡಿದೆ. (773, 195, 916, 326)
section-divider (28, 520, 603, 522)
shilpa-col3: ರೂಪಾಯಿಗಳ ವ್ಯಾಪಾರ ಆಗುತ್ತದೆಯಂತೆ. ಅಲ್ಲಿಗೆ ಬರುವ ಬಹುತೇಕರು ಲಕ್ಷಗಳ ಲೆಕ್ಕದಲ್ಲಿ ಬಿಲ್ ಪಾವತಿ ಮಾಡುತ್ತಾರಂತೆ. ಸಂದರ್ಶನವೊಂದರಲ್ಲಿ ಮುಂಬೈನ ಆರ್ಥಿಕತೆ ಬಗ್ಗೆ ಮಾತನಾಡಿರುವ ಶೋಭಾ ಡೇ, ಮುಂಬೈನಲ್ಲಿ ವಿಪರೀತ ದುಡ್ಡು ಅಯ-ವ್ಯಯ ಆಗುತ್ತಿದೆ. ಮುಂಬೈನ ರೆಸ್ಟೊರೆಂಟ್ ಒಂದರಲ್ಲಿ ಪ್ರತಿ ರಾತ್ರಿ 2 ರಿಂದ ಮೂರು ಕೋಟಿ ವ್ಯವಹಾರ ಆಗುತ್ತದೆ. ಅಷ್ಟರು ಇದನ್ನು ಹೇಳಿದಾಗ ನನಗೆ ನಂಬಲು ಆಗಲಿಲ್ಲ. ಹಾಗಾಗಿ ಖುದ್ದಾಗಿ ನಾನೇ ಅಲ್ಲಿಗೆ ಹೋದೆ. ಖಂಡಿತವಾಗಿಯೂ ಅಲ್ಲಿ ಪ್ರತಿದಿನ 2 ರಿಂದ ಮೂರು ಕೋಟಿ ವ್ಯವಹಾರ ಆಗುತ್ತದೆ. ವೀಕೆಂಡ್??ಗಳಲ್ಲಿ 3 ರಿಂದ ನಾಲ್ಕು ಕೋಟಿ ಮೌಲ್ಯದ ವ್ಯಾಪಾರ ಆಗುತ್ತದೆ' ಎಂದಿದ್ದಾರೆ. ಶೋಭಾ ಡೇ ಅವರ ಸಂದರ್ಶನ ಮಾಡುತ್ತಿದ್ದ ಬರ್ಖಾ ದತ್, 'ಯಾವ (480, 1262, 620, 1383)
lahore-literary-sign: lahore literary (162, 599, 243, 612)
shivanna-col3: ಗೆದ್ದಿದ್ದರು. ಇಡೀ ರಾಜ್ಯದಲ್ಲಿ ಎನ್‌ಟಿಆರ್ ಅಲೆ ಇದ್ದಾಗಲೂ ಸಹ ಬರಿಗೈ ಮಾಲೀಕ ಗುಮ್ಮಡಿ ನರಸಯ್ಯ ಗೆದ್ದು ಬಂದಿದ್ದರು. ಜನರೇ ಹಣ ಹಾಕಿ ಅವರನ್ನು ಗೆಲ್ಲಿಸಿ ಕಳಿಸುತ್ತಿದ್ದರು. ಗುಮ್ಮಡಿ ನರಸಯ್ಯ ಗೆದ್ದು ಶಾಸಕ ಆದರೂ ಸಹ ಅವರ ಪತ್ನಿ ಸೌದೆ ಮಾರುವ, ಸಗಣಿ ಬೆರಣಿಗಳನ್ನು ತಲೆ ಮೇಲೆ ಹೊತ್ತು ಊರುಗಳಿಗೆ ಹೋಗಿ ಮಾರಾಟ ಮಾಡುತ್ತಿದ್ದರಂತೆ. ಆದರೆ 2009 ರಲ್ಲಿ ಅವಿಭಜಿತ ಆಂಧ್ರ ಒಡೆದು ಎರಡು ಹೋಳಾಗಿ ಗುಮ್ಮಡಿ ನರಸಯ್ಯ ಸ್ಪರ್ಧಿಸುತ್ತಿದ್ದ ಇಲ್ಲಂದು ಕ್ಷೇತ್ರದ ವಿಭಜನೆಯೂ ಆದ ಬಳಿಕ ಗುಮ್ಮಡಿ ಅವರು ಗೆಲ್ಲಲಿಲ್ಲ. ಆದರೆ ಈಗಲೂ ಸಹ ತಮ್ಮ ಕ್ಷೇತ್ರದಲ್ಲಿ ಸಕ್ರಿಯರಾಗಿದ್ದಾರೆ. ಈಗಲೂ ಸಹ ಜನ ಅವರನ್ನು 'ಶಾಸಕ' ಎಂದೇ ಕರೆಯುತ್ತಾರೆ. ಇಂಥಹಾ ಮಹನೀಯ ರಾಜಕಾರಣಿಯ ಪಾತ್ರದಲ್ಲಿ ಶಿವಣ್ಣ ಇದೀಗ ನಟಿಸುತ್ತಿದ್ದಾರೆ. ಸಿನಿಮಾ ಅನ್ನು ಎನ್ ಸುರೇಶ್ ರೆಡ್ಡಿ ಎಂಬುವವರು ನಿರ್ಮಾಣ ಮಾಡುತ್ತಿದ್ದು, ಪರಮೇಶ್ವರ್ ಹಿವರಾಲೆ ಎಂಬುವವರು ನಿರ್ದೇಶನ ಮಾಡುತ್ತಿದ್ದಾರೆ. (795, 910, 915, 1081)
lead-col4: ಸಹಜವಾಗಿ ಹಲವಾರು ಕಂಪ್ಲಿ ಪಟ್ಟಣಕ್ಕೆ ಆಗಮಿಸಿ ಪಟ್ಟಣದ ಅಭಿವೃದ್ಧಿಗೆ ಶ್ರಮಿಸಿದ್ದೇನೆ. ನಂತರ ಕೆಲವು ವರ್ಷ ಬಳ್ಳಾರಿ ಜಿಲ್ಲೆಯಿಂದಲೇ ದೂರವಿದ್ದೆ. ನಂತರ ಗಂಗಾವತಿ ನಗರ ಶಾಸಕರಾಗಿ ಆಯ್ಕೆಯಾದ ಮೇಲೆ ಮತ್ತು ಬಳ್ಳಾರಿ ಜಿಲ್ಲೆಗೆ ಪ್ರವೇಶ ದೊರೆತ ಮೇಲೆ ಕಂಪ್ಲಿ ಪಟ್ಟಣಕ್ಕೆ ಆಗಮಿಸುತ್ತಿದ್ದೇನೆ ಎಂದು ತಿಳಿಸಿ ಎಲ್ಲರಿಗೂ ದೀಪಾವಳಿ ಹಬ್ಬದ ಶುಭಾಶಯ ಕೋರಿದರು. (462, 384, 592, 454)
neeraj-dateline: ನವದೆಹಲಿ,ಅ.22: (268, 548, 315, 557)
orsini-dateline: ನವದೆಹಲಿ,ಅ.22: (28, 596, 75, 605)
issue-date: ಗುರುವಾರ 23 ಅಕ್ಟೋಬರ್ 2025 (31, 33, 218, 53)
lead-subheadline: ವಿವಿಧ ಅಂಗಡಿಗಳ ಲಕ್ಷ್ಮಿ ಪೂಜೆಗೆ ಆಗಮಿಸಿದ ಗಂಗಾವತಿ ಶಾಸಕ ಗಾಲಿ ಜನಾರ್ದನರೆಡ್ಡಿ, ಕಂಪ್ಲಿ ಶಾಸಕ ಜೆ.ಎನ್.ಗಣೇಶ್ (28, 140, 414, 152)
registration-marks (328, 1541, 358, 1551)
footer-rule (28, 1494, 918, 1495)
page-number-badge: 04 (886, 30, 916, 60)
masthead (28, 30, 914, 60)
orsini-lead: ನವದೆಹಲಿ,ಅ.22: ಲಂಡನ್‌ನ ಸ್ಕೂಲ್ ಆಫ್ ಓರಿಯಂಟಲ್ ಮತ್ತು ಆಫ್ರಿಕನ್ ಸ್ಟಡೀಸ್ ನಲ್ಲಿ ಖ್ಯಾತ ಹಿಂದಿ ವಿದ್ವಾಂಸೆ ಮತ್ತು ಪ್ರಾಧ್ಯಾಪಕಿ ಫ್ರಾನ್ಸೆಸ್ಕಾ ಓರ್ಸಿನಿ ಅವರನ್ನು ಸೋಮವಾರ ರಾತ್ರಿ ಭಾರತಕ್ಕೆ ಪ್ರವೇಶಿಸುವುದನ್ನು ನಿಷೇಧಿಸಲಾಯಿತು. ವರದಿಗಳ ಪ್ರಕಾರ, ಓರ್ಸಿನಿ ಐದು ವರ್ಷಗಳ ಮಾನ್ಯ ಇ-ವೀಸಾ ಹೊಂದಿದ್ದರು. ಆದರೆ ದೆಹಲಿಯ ಇಂದಿರಾ ಗಾಂಧಿ ಅಂತರಾಷ್ಟ್ರೀಯ ವಿಮಾನ ನಿಲ್ದಾಣದ ಅಧಿಕಾರಿಗಳು ಅವರಿಗೆ ಪ್ರವೇಶ ನೀಡಲು ನಿರಾಕರಿಸಿದರು. (28, 596, 154, 686)
imprint-line-2: Publication: SHREE SHAILA PRINTERS, opp.Eranna Gudi Road,Eslampura,Gangavathi - 581227. Koppal Dist.Karnataka. RNI NO: KARKAN/2022/82651 (102, 1520, 843, 1534)
shivanna-dateline: ಬೆಂಗಳೂರು,ಅ.22: (530, 768, 580, 777)
guruvayur-headline: ಗುರುವಾಯೂರ್ ದೇವಸ್ಥಾನದಲ್ಲೂ ಚಿನ್ನದ ಕಳ್ಳತನ ಬೆಳಕಿಗೆ (610, 64, 821, 78)
helicopter-col2: ಮಾಡಿದ್ದರಿಂದ ಮಂಗಳವಾರ ತಡರಾತ್ರಿ ಹೆಲಿಪ್ಯಾಡ್ ನಿರ್ಮಾಣ ಮಾಡಲಾಗಿತ್ತು. ಹೀಗಾಗಿ ಕಾಂಕ್ರೀಟ್ ಗಟ್ಟಿಯಾಗದ ಕಾರಣಕ್ಕೆ ಹೆಲಿಕಾಪ್ಟರ್ ಚಕ್ರ ಹೂತು ಹೋಗಿದೆ ಎಂದು ಹಿರಿಯ ಪೊಲೀಸ್ ಅಧಿಕಾರಿಯೊಬ್ಬರು ತಿಳಿಸಿದ್ದಾರೆ. ಹೆಲಿಕಾಪ್ಟರ್‌ನಿಂದ ಇಳಿದ ಬಳಿಕ ರಾಷ್ಟ್ರಪತಿಗಳು ಕಾರಿನಲ್ಲಿ ಕುಳಿತು ಶಬರಿಮಲೆಗೆ ಪ್ರಯಾಣಿಸಿದರು. (773, 620, 916, 670)
shivanna-col2: ಒಂದೇ ಒಂದು ಆಸ್ತಿಯನ್ನು ಸಹ ಖರೀದಿಸಿಲ್ಲ. ಈಗಲೂ ಬ್ಯಾಂಕ್ ಖಾತೆಯಲ್ಲಿ ಏನೆಂದರೆ ಏನೂ ಹಣವಿಲ್ಲ. ಆದರೆ ಕೋಟ್ಯಂತರ ಜನರ ಪ್ರೀತಿ, ಅಭಿಮಾನವನ್ನು ಗುಮ್ಮಡಿ ನರಸಯ್ಯ ಗಳಿಸಿದ್ದಾರೆ. ಅವರ ಜೀವನ ಕಥೆಯನ್ನು ಸಿನಿಮಾ ಮಾಡಲಾಗುತ್ತಿದ್ದು, ಶಿವರಾಜ್ ಕುಮಾರ್ ಅವರು ಗುಮ್ಮಡಿ ನರಸಯ್ಯನ ಪಾತ್ರದಲ್ಲಿ ನಟಿಸುತ್ತಿದ್ದಾರೆ. ಈ ತೆಲುಗು ರಾಜಕೀಯ ನಾಯಕನ ಸಿನಿಮಾ ತೆಲುಗಿನ ಪ್ಯಾನ್ ಇಂಡಿಯಾ ಸಿನಿಮಾ ಆಗಿದ್ದು, ತೆಲುಗು, ಕನ್ನಡ, ತಮಿಳು, ಮಲಯಾಳಂ ಹಾಗೂ ಹಿಂದಿ ಭಾಷೆಗಳಲ್ಲಿ ನಿರ್ಮಾಣ ಆಗಲಿದೆ. ಸಿನಿಮಾದ ಪೋಸ್ಟರ್ ಈಗಾಗಲೇ ಬಿಡುಗಡೆ ಆಗಿದ್ದು, ಶಿವರಾಜ್ ಕುಮಾರ್ ಅವರು ಸಿಪಿಐ ಬಾವುಟ ಕಟ್ಟಿದ ಸೈಕಲ್ ತಳ್ಳಿಕೊಂಡು ಅಸೆಂಬ್ಲಿಗೆ ಹೋಗುತ್ತಿರುವ ಚಿತ್ರ ಆದಾಗಿದೆ. 1983 ರಲ್ಲಿ ಎನ್‌ಟಿಆರ್ ಅವರು ರಾಜಕೀಯಕ್ಕೆ ಧುಮುಕಿದಾಗ ಇಡೀ ರಾಜ್ಯದಲ್ಲಿ ಅವರ ಅಲೆ ಎದ್ದಿತ್ತು ಅವರ ಪಕ್ಷದ 202 ಅಭ್ಯರ್ಥಿಗಳು (665, 910, 788, 1071)
newspaper-logo (358, 33, 584, 55)
lamp-logo-icon (464, 33, 486, 55)
column-divider (262, 526, 263, 1106)
guruvayur-temple-photo (773, 93, 916, 190)
registration-marks (28, 1541, 58, 1551)
lead-headline: ದೀಪಾವಳಿ ಹಬ್ಬದ ಸಡಗರ (28, 76, 450, 134)
brand-name-part2: ವಾಹಿನಿ (490, 33, 531, 54)
shilpa-headline: ಶಿಲ್ಪಾ ಶೆಟ್ಟಿಯ ರೆಸ್ಟೋರೆಂಟ್‌ನಲ್ಲಿ ಕೋಟ್ಯಾಂತರ ರು. ಬ್ಯುಸಿನೆಸ್..! (28, 1214, 632, 1248)
